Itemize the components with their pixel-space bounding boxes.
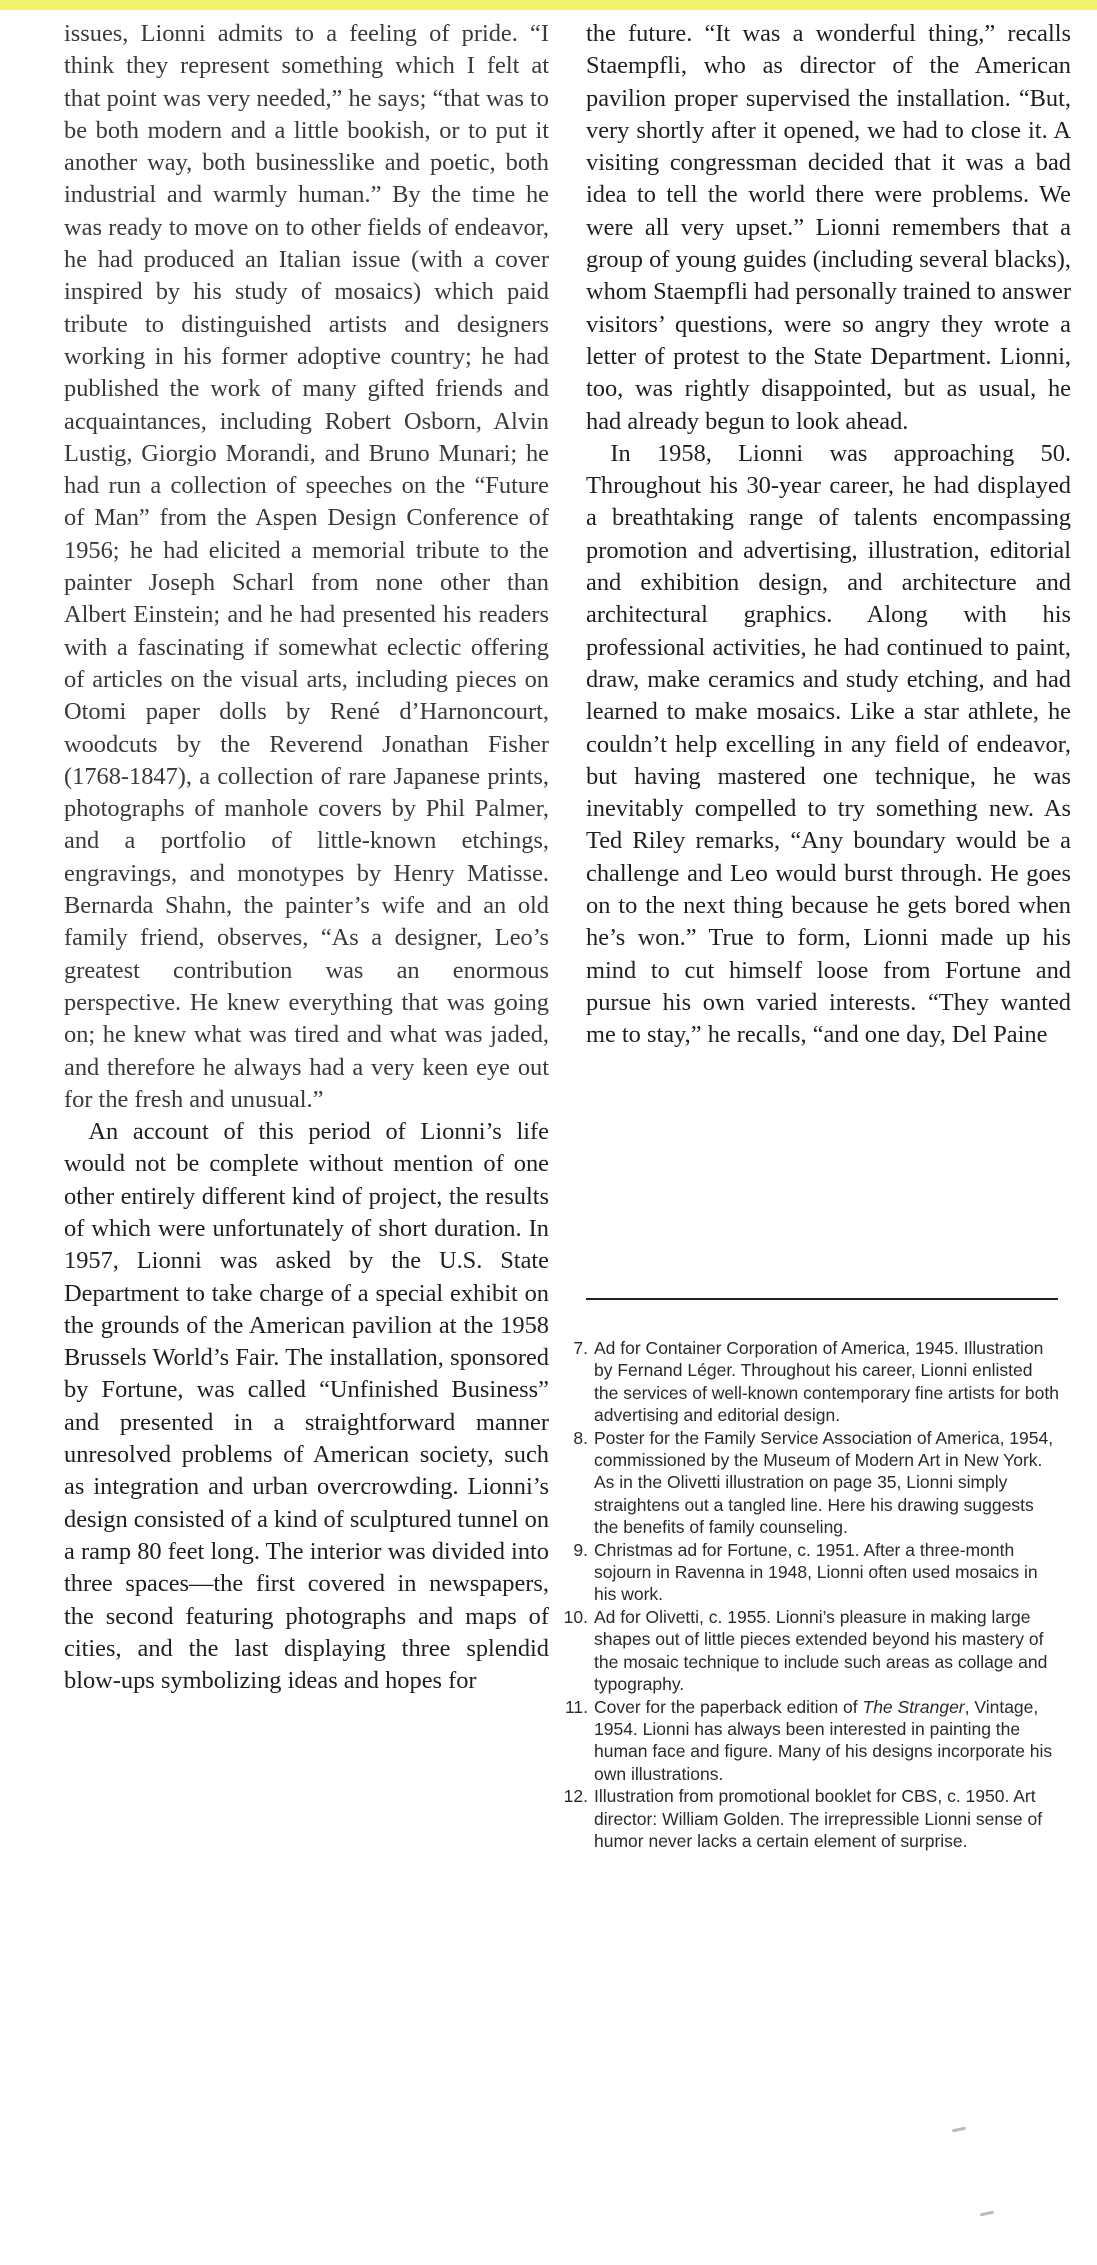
note-text: Ad for Olivetti, c. 1955. Lionni’s pleasure in making large shapes out of little pieces extended beyond his mastery of the mosaic technique to include such areas as collage and typography. [594,1606,1048,1695]
note-number: 11. [564,1696,588,1717]
caption-note [560,1606,1060,1696]
note-text-part: Cover for the paperback edition of [594,1696,863,1717]
note-text: Christmas ad for Fortune, c. 1951. After a three-month sojourn in Ravenna in 1948, Lionni often used mosaics in his work. [594,1539,1038,1605]
body-paragraph: An account of this period of Lionni’s life would not be complete without mention of one other entirely different kind of project, the results of which were unfortunately of short duration. In 1957, Lionni was asked by the U.S. State Department to take charge of a special exhibit on the grounds of the American pavilion at the 1958 Brussels World’s Fair. The installation, sponsored by Fortune, was called “Unfinished Business” and presented in a straightforward manner unresolved problems of American society, such as integration and urban overcrowding. Lionni’s design consisted of a kind of sculptured tunnel on a ramp 80 feet long. The interior was divided into three spaces—the first covered in newspapers, the second featuring photographs and maps of cities, and the last displaying three splendid blow-ups symbolizing ideas and hopes for [64,1118,550,1695]
scan-speck [952,2127,966,2133]
note-text: Ad for Container Corporation of America, 1945. Illustration by Fernand Léger. Throughout his career, Lionni enlisted the services of well-known contemporary fine artists for both advertising and editorial design. [594,1338,1059,1426]
note-number: 10. [563,1606,588,1627]
caption-notes [560,1337,1060,1852]
body-paragraph: the future. “It was a wonderful thing,” recalls Staempfli, who as director of the American pavilion proper supervised the installation. “But, very shortly after it opened, we had to close it. A visiting congressman decided that it was a bad idea to tell the world there were problems. We were all very upset.” Lionni remembers that a group of young guides (including several blacks), whom Staempfli had personally trained to answer visitors’ questions, were so angry they wrote a letter of protest to the State Department. Lionni, too, was rightly disappointed, but as usual, he had already begun to look ahead. [586,20,1071,435]
note-text [594,1696,1060,1786]
note-number: 12. [563,1786,588,1807]
caption-note [560,1696,1060,1786]
note-number: 8. [573,1427,588,1448]
body-paragraph: In 1958, Lionni was approaching 50. Throughout his 30-year career, he had displayed a breathtaking range of talents encompassing promotion and advertising, illustration, editorial and exhibition design, and architecture and architectural graphics. Along with his professional activities, he had continued to paint, draw, make ceramics and study etching, and had learned to make mosaics. Like a star athlete, he couldn’t help excelling in any field of endeavor, but having mastered one technique, he was inevitably compelled to try something new. As Ted Riley remarks, “Any boundary would be a challenge and Leo would burst through. He goes on to the next thing because he gets bored when he’s won.” True to form, Lionni made up his mind to cut himself loose from Fortune and pursue his own varied interests. “They wanted me to stay,” he recalls, “and one day, Del Paine [586,439,1071,1049]
note-text: Illustration from promotional booklet for CBS, c. 1950. Art director: William Golden. The irrepressible Lionni sense of humor never lacks a certain element of surprise. [594,1786,1043,1851]
notes-divider-rule [586,1298,1058,1300]
left-column [64,18,549,1697]
note-number: 9. [573,1539,588,1560]
body-paragraph: issues, Lionni admits to a feeling of pride. “I think they represent something which I felt at that point was very needed,” he says; “that was to be both modern and a little bookish, or to put it another way, both businesslike and poetic, both industrial and warmly human.” By the time he was ready to move on to other fields of endeavor, he had produced an Italian issue (with a cover inspired by his study of mosaics) which paid tribute to distinguished artists and designers working in his former adoptive country; he had published the work of many gifted friends and acquaintances, including Robert Osborn, Alvin Lustig, Giorgio Morandi, and Bruno Munari; he had run a collection of speeches on the “Future of Man” from the Aspen Design Conference of 1956; he had elicited a memorial tribute to the painter Joseph Scharl from none other than Albert Einstein; and he had presented his readers with a fascinating if somewhat eclectic offering of articles on the visual arts, including pieces on Otomi paper dolls by René d’Harnoncourt, woodcuts by the Reverend Jonathan Fisher (1768-1847), a collection of rare Japanese prints, photographs of manhole covers by Phil Palmer, and a portfolio of little-known etchings, engravings, and monotypes by Henry Matisse. Bernarda Shahn, the painter’s wife and an old family friend, observes, “As a designer, Leo’s greatest contribution was an enormous perspective. He knew everything that was going on; he knew what was tired and what was jaded, and therefore he always had a very keen eye out for the fresh and unusual.” [64,20,549,1113]
right-column [586,18,1071,1052]
scan-speck [980,2211,994,2217]
caption-note [560,1539,1060,1606]
note-text: Poster for the Family Service Association of America, 1954, commissioned by the Museum of Modern Art in New York. As in the Olivetti illustration on page 35, Lionni simply straightens out a tangled line. Here his drawing suggests the benefits of family counseling. [594,1427,1054,1538]
caption-note [560,1337,1060,1427]
book-title: The Stranger [862,1696,965,1717]
caption-note [560,1785,1060,1852]
note-text-part: , Vintage, 1954. Lionni has always been interested in painting the human face and figure. Many of his designs incorporate his own illustrations. [594,1696,1053,1784]
caption-note [560,1427,1060,1539]
top-edge-strip [0,0,1097,10]
note-number: 7. [573,1338,588,1358]
